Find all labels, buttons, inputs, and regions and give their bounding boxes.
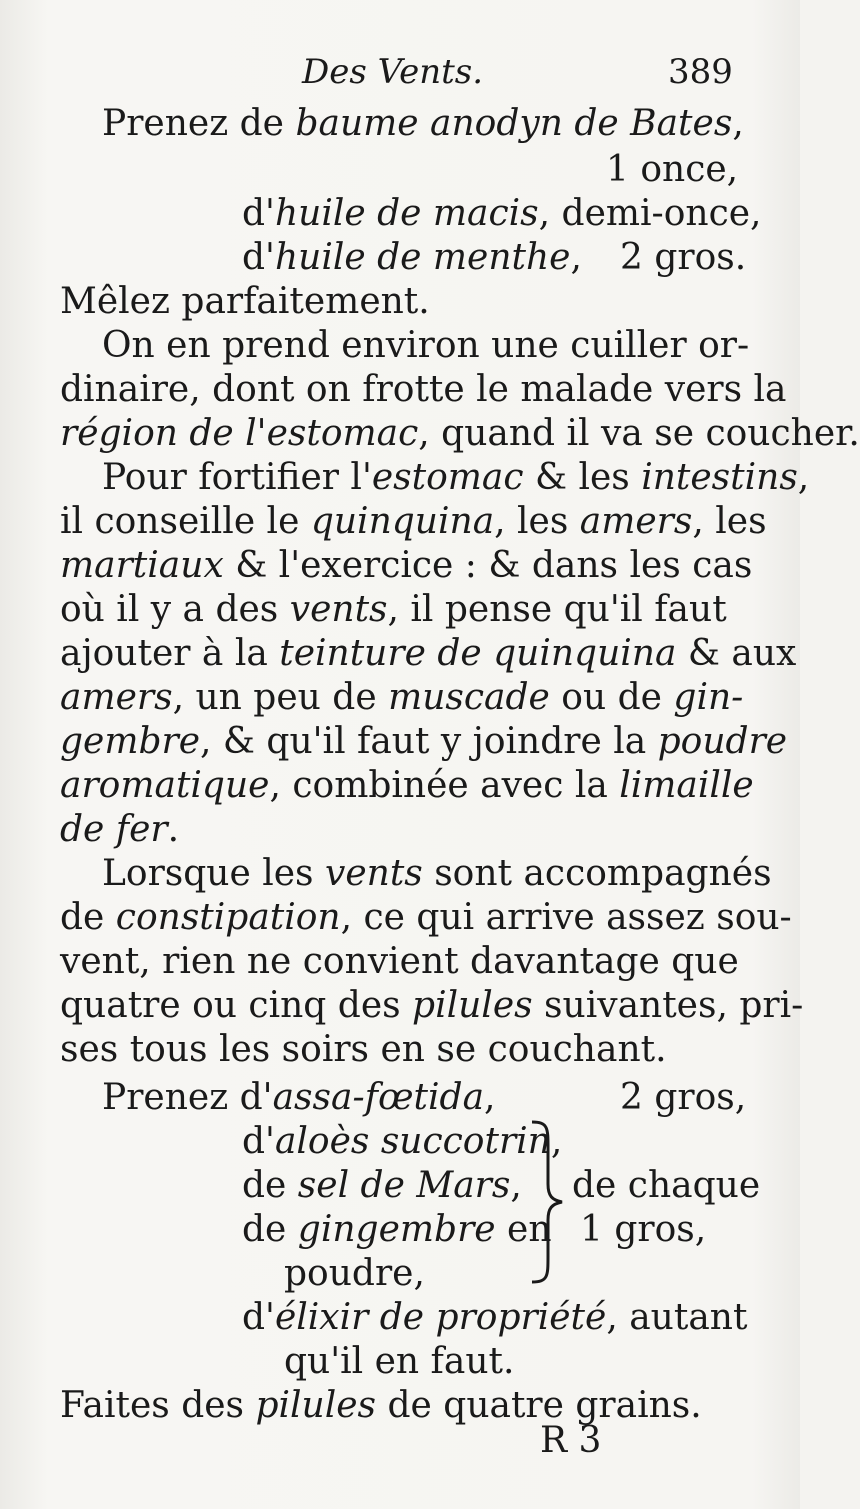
para1-line3: région de l'estomac, quand il va se coucher. — [60, 413, 860, 454]
recipe1-line3: d'huile de menthe, — [242, 237, 582, 278]
brace-text-qty: 1 gros, — [580, 1209, 707, 1250]
recipe1-qty1: 1 once, — [606, 149, 739, 190]
para3-line3: vent, rien ne convient davantage que — [60, 941, 739, 982]
page-number: 389 — [668, 52, 733, 92]
para3-line4: quatre ou cinq des pilules suivantes, pri- — [60, 985, 804, 1026]
para2-line1: Pour fortifier l'estomac & les intestins, — [102, 457, 810, 498]
para3-line1: Lorsque les vents sont accompagnés — [102, 853, 772, 894]
page-header — [0, 52, 800, 102]
recipe1-instruction: Mêlez parfaitement. — [60, 281, 430, 322]
recipe2-qty1: 2 gros, — [620, 1077, 747, 1118]
curly-brace-icon — [526, 1118, 566, 1286]
recipe2-line5: poudre, — [284, 1253, 425, 1294]
para3-line5: ses tous les soirs en se couchant. — [60, 1029, 667, 1070]
recipe1-line2: d'huile de macis, demi-once, — [242, 193, 762, 234]
para2-line5: ajouter à la teinture de quinquina & aux — [60, 633, 797, 674]
recipe2-line3: de sel de Mars, — [242, 1165, 522, 1206]
para3-line2: de constipation, ce qui arrive assez sou- — [60, 897, 792, 938]
recipe2-line6: d'élixir de propriété, autant — [242, 1297, 748, 1338]
para1-line2: dinaire, dont on frotte le malade vers la — [60, 369, 787, 410]
recipe2-line2: d'aloès succotrin, — [242, 1121, 563, 1162]
para2-line9: de fer. — [60, 809, 180, 850]
para2-line3: martiaux & l'exercice : & dans les cas — [60, 545, 753, 586]
recipe1-qty3: 2 gros. — [620, 237, 747, 278]
recipe2-line1: Prenez d'assa-fœtida, — [102, 1077, 496, 1118]
para2-line4: où il y a des vents, il pense qu'il faut — [60, 589, 727, 630]
signature-mark: R 3 — [540, 1420, 602, 1461]
para2-line6: amers, un peu de muscade ou de gin- — [60, 677, 744, 718]
para1-line1: On en prend environ une cuiller or- — [102, 325, 750, 366]
brace-text-each: de chaque — [572, 1165, 761, 1206]
para2-line8: aromatique, combinée avec la limaille — [60, 765, 754, 806]
recipe2-line7: qu'il en faut. — [284, 1341, 515, 1382]
para2-line7: gembre, & qu'il faut y joindre la poudre — [60, 721, 788, 762]
recipe1-line1: Prenez de baume anodyn de Bates, — [102, 103, 744, 144]
running-title: Des Vents. — [302, 52, 484, 92]
recipe2-line4: de gingembre en — [242, 1209, 552, 1250]
para2-line2: il conseille le quinquina, les amers, les — [60, 501, 767, 542]
recipe2-line8: Faites des pilules de quatre grains. — [60, 1385, 702, 1426]
